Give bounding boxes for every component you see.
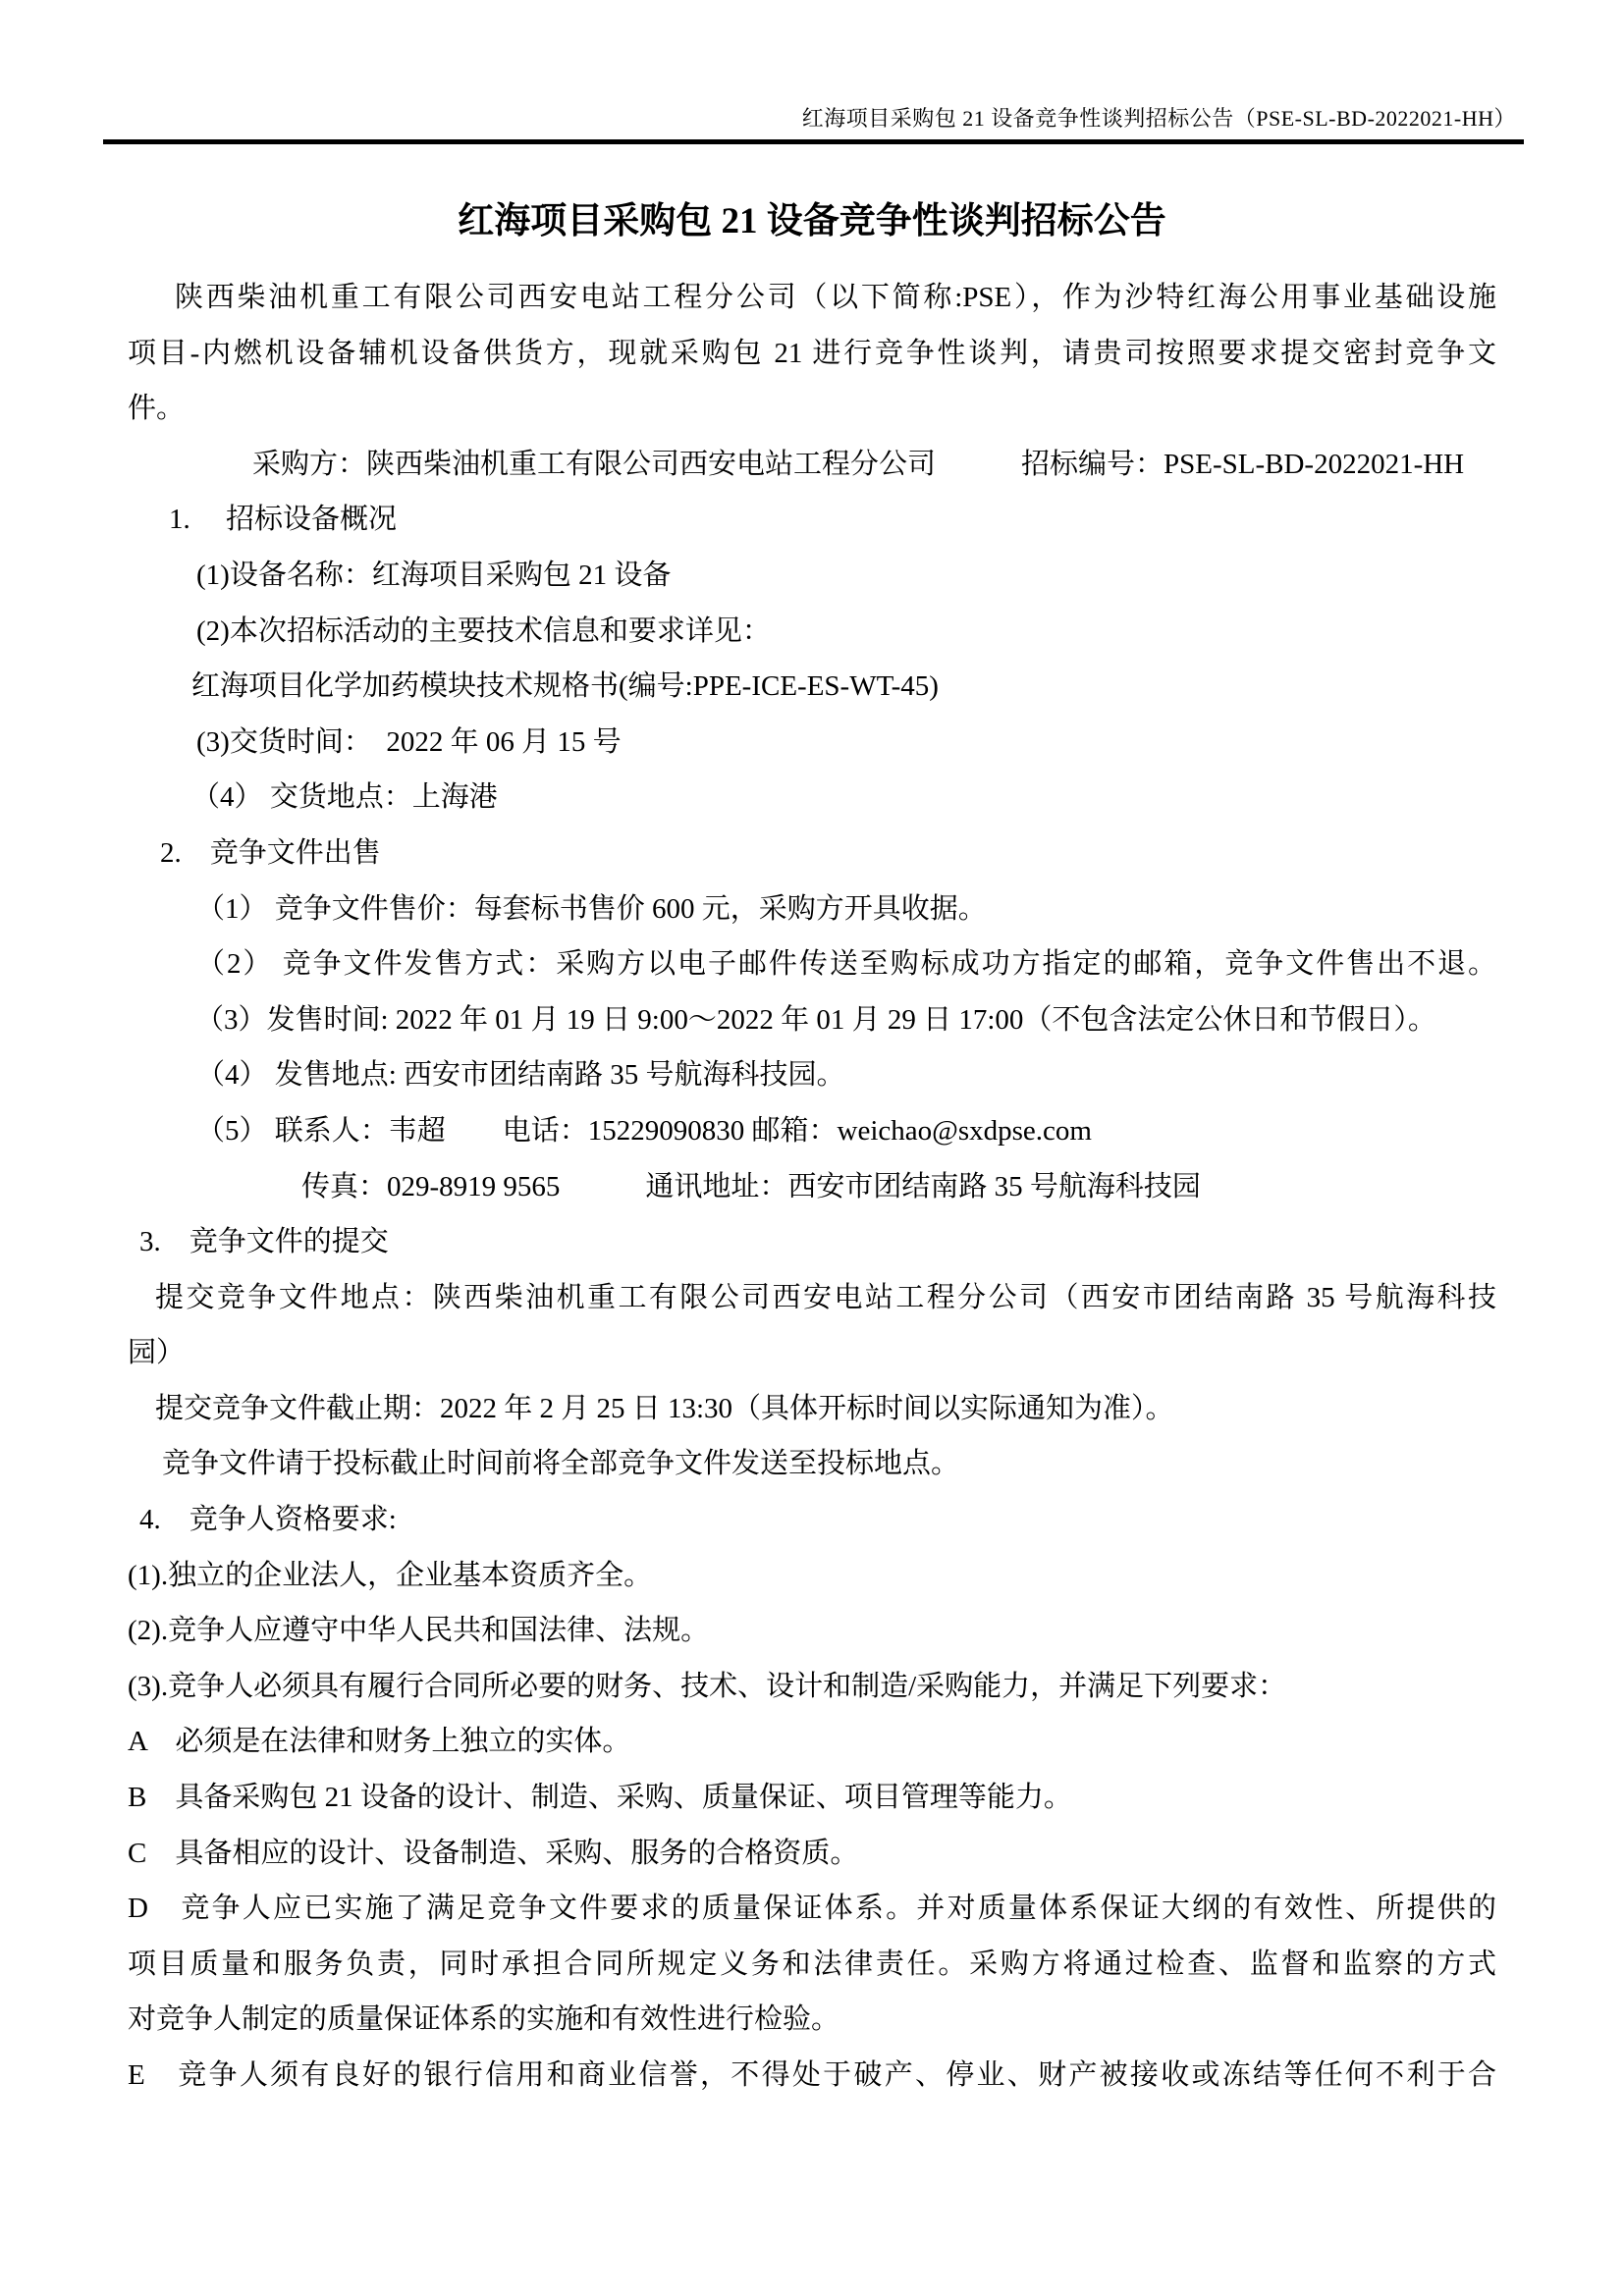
item-1-3: (3)交货时间： 2022 年 06 月 15 号 bbox=[196, 725, 622, 758]
page-header-doc-ref: 红海项目采购包 21 设备竞争性谈判招标公告（PSE-SL-BD-2022021-HH） bbox=[801, 106, 1516, 131]
qual-d-line-3: 对竞争人制定的质量保证体系的实施和有效性进行检验。 bbox=[128, 2003, 840, 2036]
qual-a: A 必须是在法律和财务上独立的实体。 bbox=[128, 1726, 631, 1758]
item-1-1: (1)设备名称：红海项目采购包 21 设备 bbox=[196, 559, 672, 591]
document-body bbox=[128, 270, 1496, 2104]
qual-2: (2).竞争人应遵守中华人民共和国法律、法规。 bbox=[128, 1615, 710, 1647]
intro-line-2: 项目-内燃机设备辅机设备供货方，现就采购包 21 进行竞争性谈判，请贵司按照要求提交密封竞争文 bbox=[128, 337, 1496, 369]
intro-line-1: 陕西柴油机重工有限公司西安电站工程分公司（以下简称:PSE），作为沙特红海公用事业基础设施 bbox=[175, 282, 1496, 313]
section-1-heading: 1. 招标设备概况 bbox=[169, 504, 398, 536]
submit-deadline: 提交竞争文件截止期：2022 年 2 月 25 日 13:30（具体开标时间以实际通知为准）。 bbox=[155, 1392, 1174, 1424]
item-2-3: （3）发售时间: 2022 年 01 月 19 日 9:00～2022 年 01 月 29 日 17:00（不包含法定公休日和节假日）。 bbox=[195, 1003, 1436, 1036]
qual-1: (1).独立的企业法人，企业基本资质齐全。 bbox=[128, 1559, 653, 1591]
document-title: 红海项目采购包 21 设备竞争性谈判招标公告 bbox=[458, 201, 1166, 241]
buyer-and-tender-no: 采购方：陕西柴油机重工有限公司西安电站工程分公司 招标编号：PSE-SL-BD-2022021-HH bbox=[252, 448, 1465, 480]
qual-d-line-2: 项目质量和服务负责，同时承担合同所规定义务和法律责任。采购方将通过检查、监督和监察的方式 bbox=[128, 1948, 1496, 1980]
qual-b: B 具备采购包 21 设备的设计、制造、采购、质量保证、项目管理等能力。 bbox=[128, 1782, 1072, 1814]
submit-place-line-1: 提交竞争文件地点：陕西柴油机重工有限公司西安电站工程分公司（西安市团结南路 35 号航海科技 bbox=[155, 1281, 1496, 1313]
intro-line-3: 件。 bbox=[128, 393, 186, 425]
item-2-2: （2） 竞争文件发售方式：采购方以电子邮件传送至购标成功方指定的邮箱，竞争文件售出不退。 bbox=[196, 948, 1496, 981]
item-2-4: （4） 发售地点: 西安市团结南路 35 号航海科技园。 bbox=[196, 1059, 845, 1092]
spec-book-line: 红海项目化学加药模块技术规格书(编号:PPE-ICE-ES-WT-45) bbox=[191, 670, 939, 703]
header-rule bbox=[103, 139, 1524, 144]
fax-line: 传真：029-8919 9565 通讯地址：西安市团结南路 35 号航海科技园 bbox=[301, 1170, 1201, 1202]
qual-e: E 竞争人须有良好的银行信用和商业信誉，不得处于破产、停业、财产被接收或冻结等任何不利于合 bbox=[128, 2059, 1496, 2091]
item-1-2: (2)本次招标活动的主要技术信息和要求详见： bbox=[196, 614, 771, 647]
item-2-5: （5） 联系人：韦超 电话：15229090830 邮箱：weichao@sxdpse.com bbox=[196, 1114, 1092, 1147]
qual-c: C 具备相应的设计、设备制造、采购、服务的合格资质。 bbox=[128, 1837, 859, 1869]
item-1-4: （4） 交货地点：上海港 bbox=[191, 781, 498, 814]
submit-note: 竞争文件请于投标截止时间前将全部竞争文件发送至投标地点。 bbox=[162, 1448, 960, 1480]
section-4-heading: 4. 竞争人资格要求: bbox=[139, 1504, 397, 1536]
item-2-1: （1） 竞争文件售价：每套标书售价 600 元，采购方开具收据。 bbox=[196, 892, 987, 925]
qual-3: (3).竞争人必须具有履行合同所必要的财务、技术、设计和制造/采购能力，并满足下列要求： bbox=[128, 1670, 1287, 1702]
section-2-heading: 2. 竞争文件出售 bbox=[160, 836, 381, 869]
qual-d-line-1: D 竞争人应已实施了满足竞争文件要求的质量保证体系。并对质量体系保证大纲的有效性、所提供的 bbox=[128, 1893, 1496, 1925]
submit-place-line-2: 园） bbox=[128, 1337, 186, 1369]
section-3-heading: 3. 竞争文件的提交 bbox=[139, 1226, 389, 1258]
